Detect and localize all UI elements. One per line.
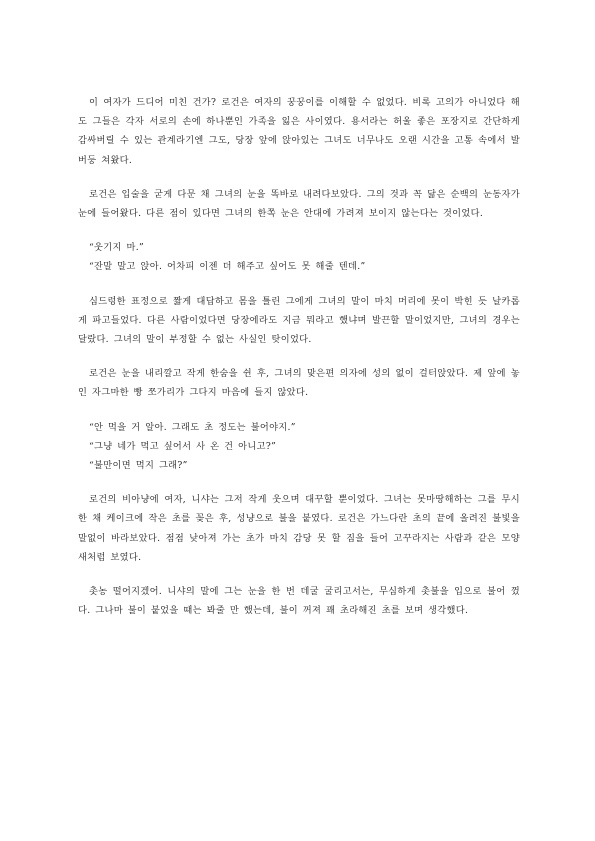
paragraph-gap (78, 170, 520, 185)
paragraph-3: 심드렁한 표정으로 짧게 대답하고 몸을 틀린 그에게 그녀의 말이 마치 머리에 못이 박힌 듯 날카롭게 파고들었다. 다른 사람이었다면 당장에라도 지금 뭐라고 했냐며 발끈할 말이었지만, 그녀의 경우는 달랐다. 그녀의 말이 부정할 수 없는 사실인 탓이었다. (78, 295, 520, 346)
paragraph-gap (78, 567, 520, 582)
paragraph-1: 이 여자가 드디어 미친 건가? 로건은 여자의 꿍꿍이를 이해할 수 없었다. 비록 고의가 아니었다 해도 그들은 각자 서로의 손에 하나뿐인 가족을 잃은 사이였다. 용서라는 허울 좋은 포장지로 간단하게 감싸버릴 수 있는 관계라기엔 그도, 당장 앞에 앉아있는 그녀도 너무나도 오랜 시간을 고통 속에서 발버둥 쳐왔다. (78, 97, 520, 166)
paragraph-4: 로건은 눈을 내리깔고 작게 한숨을 쉰 후, 그녀의 맞은편 의자에 성의 없이 걸터앉았다. 제 앞에 놓인 자그마한 빵 쪼가리가 그다지 마음에 들지 않았다. (78, 368, 520, 399)
paragraph-gap (78, 403, 520, 418)
paragraph-2: 로건은 입술을 굳게 다문 채 그녀의 눈을 똑바로 내려다보았다. 그의 것과 꼭 닮은 순백의 눈동자가 눈에 들어왔다. 다른 점이 있다면 그녀의 한쪽 눈은 안대에 가려져 보이지 않는다는 것이었다. (78, 188, 520, 220)
dialogue-line: “잔말 말고 앉아. 어차피 이젠 더 해주고 싶어도 못 해줄 텐데.” (89, 261, 366, 273)
paragraph-gap (78, 349, 520, 364)
paragraph-5: 로건의 비아냥에 여자, 니샤는 그저 작게 웃으며 대꾸할 뿐이었다. 그녀는 못마땅해하는 그를 무시한 채 케이크에 작은 초를 꽂은 후, 성냥으로 불을 붙였다. 로건은 가느다란 초의 끝에 올려진 불빛을 말없이 바라보았다. 점점 낮아져 가는 초가 마치 감당 못 할 짐을 들어 고꾸라지는 사람과 같은 모양새처럼 보였다. (78, 494, 520, 563)
dialogue-line: “불만이면 먹지 그래?” (89, 460, 188, 472)
dialogue-line: “안 먹을 거 알아. 그래도 초 정도는 불어야지.” (89, 421, 296, 433)
paragraph-6: 촛농 떨어지겠어. 니샤의 말에 그는 눈을 한 번 데굴 굴리고서는, 무심하게 촛불을 입으로 불어 껐다. 그나마 불이 붙었을 때는 봐줄 만 했는데, 불이 꺼져 꽤 초라해진 초를 보며 생각했다. (78, 586, 520, 617)
dialogue-line: “그냥 네가 먹고 싶어서 사 온 건 아니고?” (89, 440, 277, 452)
document-body (78, 93, 520, 620)
paragraph-gap (78, 277, 520, 292)
dialogue-line: “웃기지 마.” (89, 242, 145, 254)
paragraph-gap (78, 223, 520, 238)
paragraph-gap (78, 475, 520, 490)
